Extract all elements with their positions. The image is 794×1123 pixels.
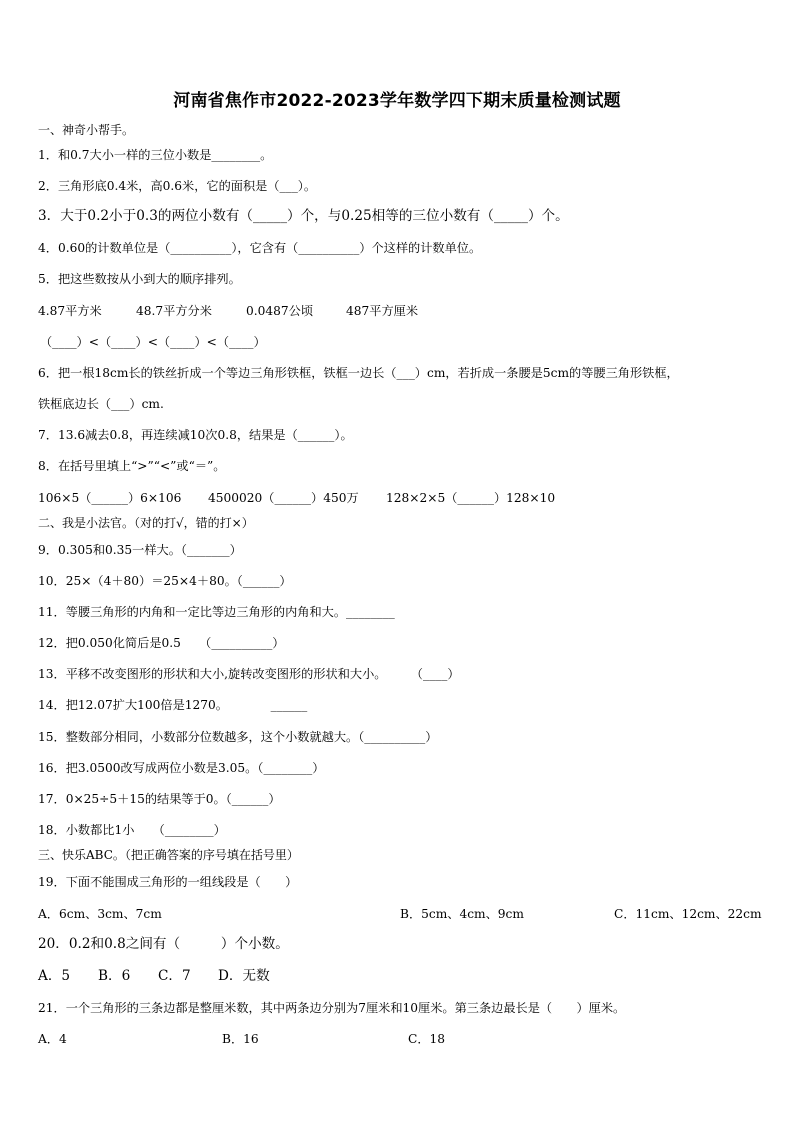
question-3: 3．大于0.2小于0.3的两位小数有（_____）个，与0.25相等的三位小数有（_____）个。: [38, 208, 569, 224]
q20-option-d: D．无数: [218, 968, 270, 984]
question-14: 14．把12.07扩大100倍是1270。 ______: [38, 698, 308, 712]
q20-option-b: B．6: [98, 968, 131, 984]
question-4: 4．0.60的计数单位是（__________），它含有（__________）个这样的计数单位。: [38, 241, 482, 255]
question-8: 8．在括号里填上“>”“<”或“＝”。: [38, 459, 226, 473]
question-12: 12．把0.050化简后是0.5 （__________）: [38, 636, 285, 650]
q19-option-a: A．6cm、3cm、7cm: [38, 907, 162, 921]
q8-item-3: 128×2×5（______）128×10: [386, 491, 556, 505]
question-5: 5．把这些数按从小到大的顺序排列。: [38, 272, 241, 286]
q20-option-a: A．5: [38, 968, 71, 984]
q5-item-3: 0.0487公顷: [246, 304, 314, 318]
q19-option-b: B．5cm、4cm、9cm: [400, 907, 524, 921]
section-3-heading: 三、快乐ABC。（把正确答案的序号填在括号里）: [38, 848, 299, 862]
question-7: 7．13.6减去0.8，再连续减10次0.8，结果是（______）。: [38, 428, 353, 442]
q8-item-1: 106×5（______）6×106: [38, 491, 182, 505]
q8-item-2: 4500020（______）450万: [208, 491, 359, 505]
question-10: 10．25×（4＋80）＝25×4＋80。（______）: [38, 574, 292, 588]
section-1-heading: 一、神奇小帮手。: [38, 123, 135, 137]
question-9: 9．0.305和0.35一样大。（_______）: [38, 543, 242, 557]
question-21: 21．一个三角形的三条边都是整厘米数，其中两条边分别为7厘米和10厘米。第三条边最长是（ ）厘米。: [38, 1001, 626, 1015]
question-17: 17．0×25÷5＋15的结果等于0。（______）: [38, 792, 281, 806]
question-16: 16．把3.0500改写成两位小数是3.05。（________）: [38, 761, 325, 775]
question-6-line-1: 6．把一根18cm长的铁丝折成一个等边三角形铁框，铁框一边长（___）cm，若折成一条腰是5cm的等腰三角形铁框，: [38, 366, 679, 380]
section-2-heading: 二、我是小法官。（对的打√，错的打×）: [38, 516, 254, 530]
question-6-line-2: 铁框底边长（___）cm.: [38, 397, 164, 411]
q20-option-c: C．7: [158, 968, 191, 984]
q5-item-2: 48.7平方分米: [136, 304, 212, 318]
q21-option-b: B．16: [222, 1032, 259, 1046]
q5-item-1: 4.87平方米: [38, 304, 102, 318]
q21-option-c: C．18: [408, 1032, 446, 1046]
question-11: 11．等腰三角形的内角和一定比等边三角形的内角和大。________: [38, 605, 395, 619]
question-2: 2．三角形底0.4米，高0.6米，它的面积是（___）。: [38, 179, 317, 193]
q5-item-4: 487平方厘米: [346, 304, 419, 318]
question-20: 20．0.2和0.8之间有（ ）个小数。: [38, 936, 289, 952]
question-1: 1．和0.7大小一样的三位小数是________。: [38, 148, 273, 162]
question-13: 13．平移不改变图形的形状和大小,旋转改变图形的形状和大小。 （____）: [38, 667, 460, 681]
question-19: 19．下面不能围成三角形的一组线段是（ ）: [38, 875, 298, 889]
q5-blanks: （____）<（____）<（____）<（____）: [40, 335, 266, 349]
question-15: 15．整数部分相同，小数部分位数越多，这个小数就越大。（__________）: [38, 730, 438, 744]
q19-option-c: C．11cm、12cm、22cm: [614, 907, 762, 921]
q21-option-a: A．4: [38, 1032, 67, 1046]
question-18: 18．小数都比1小 （________）: [38, 823, 226, 837]
page-title: 河南省焦作市2022-2023学年数学四下期末质量检测试题: [173, 91, 621, 111]
